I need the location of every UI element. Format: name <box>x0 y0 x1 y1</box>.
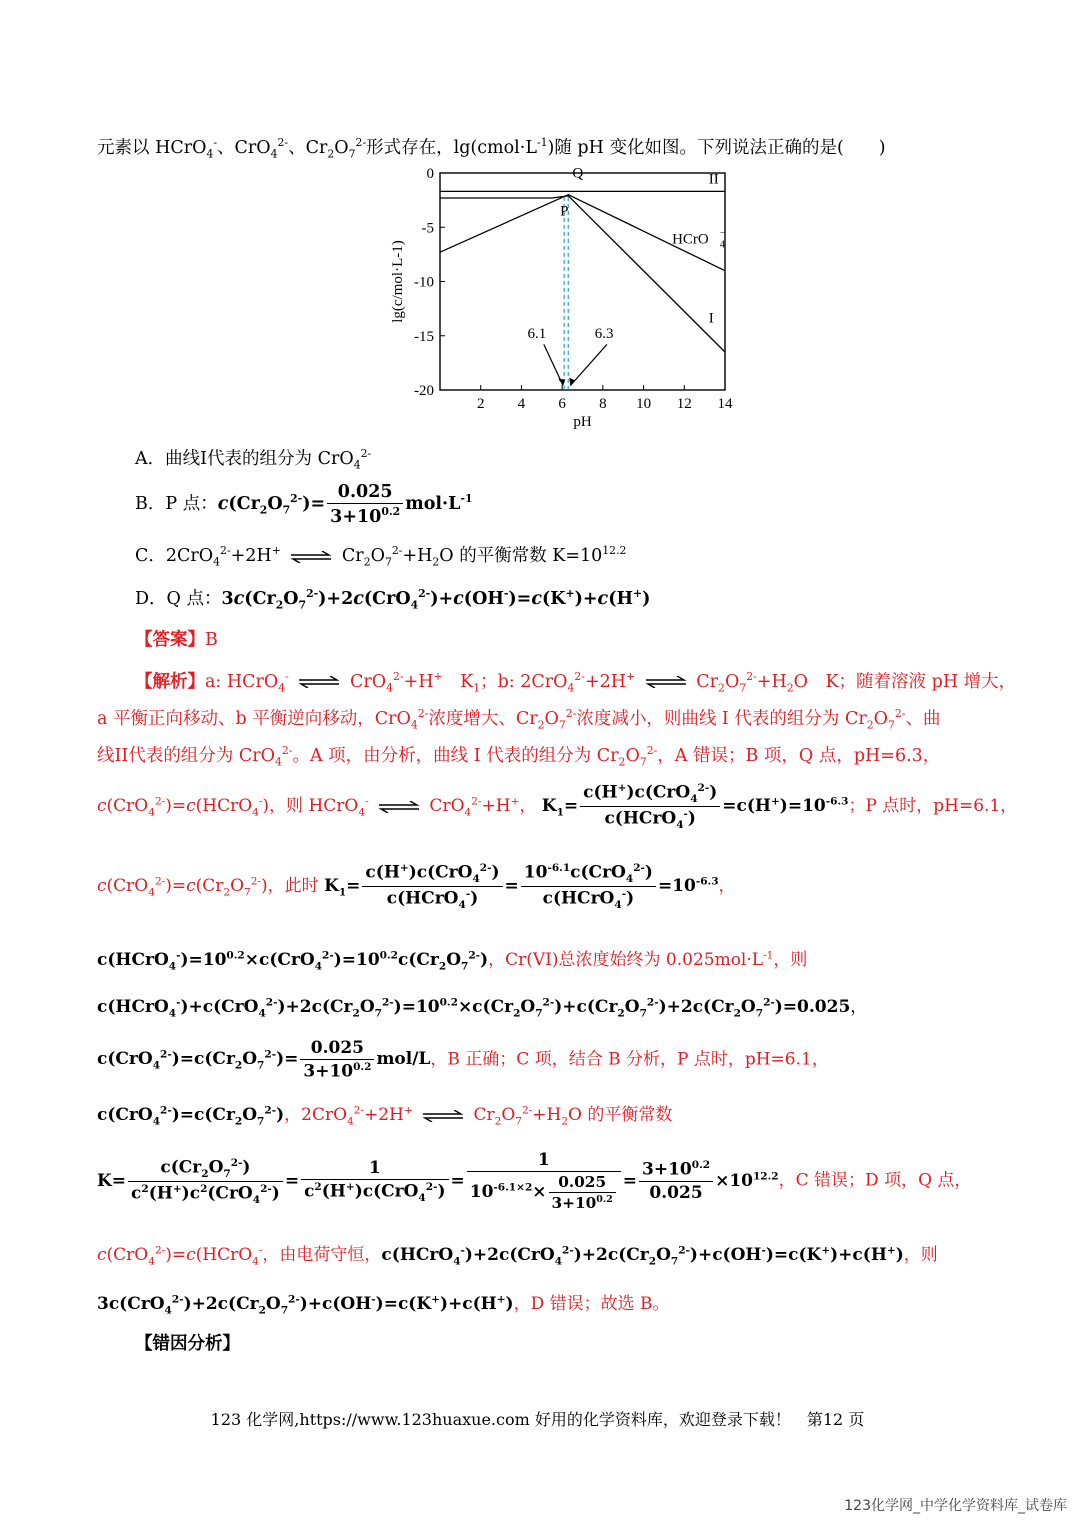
annotation: 6.3 <box>594 325 614 342</box>
option-c: C．2CrO$_4^{2-}$+2H+ $Cr_2O_7^{2-}+H_2O$ 的平衡常数 $K=10^{12.2}$ <box>135 544 627 569</box>
annotation-arrow <box>570 344 607 385</box>
option-b: B．P 点：$c(Cr_2O_7^{2-})=$ $\frac{0.025}{3+10^{0.2}}$ $mol\cdot L^{-1}$ <box>135 482 473 527</box>
option-d: D．Q 点：$3c(Cr_2O_7^{2-})+2c(CrO_4^{2-})+c(OH^-)=c(K^+)+c(H^+)$ <box>135 587 651 612</box>
y-tick-label: -10 <box>414 274 434 291</box>
point-label: P <box>560 203 569 220</box>
series-line <box>440 196 725 352</box>
x-tick-label: 10 <box>636 396 652 412</box>
y-tick-label: -20 <box>414 383 434 399</box>
analysis-line-10: K= $\frac{c(Cr_2O_7^{2-})}{c^2(H^+)c^2(CrO_4^{2-})}$ = $\frac{1}{c^2(H^+)c(CrO_4^{2-})}$ = 1 $10^{-6.1\times 2}\times$ $\frac{0.025}{3+10^{0.2}}$ = $\frac{3+10^{0.2}}{0.025}$ $\times 10^{12.2}$，C 错误；D 项，Q 点， <box>97 1150 972 1213</box>
answer-value: B <box>205 630 218 650</box>
answer-tag: 【答案】 <box>135 630 205 650</box>
equilibrium-arrow-icon <box>289 551 333 563</box>
arrowhead-icon <box>558 379 565 386</box>
y-axis-label: lg(c/mol·L-1) <box>390 240 406 323</box>
x-tick-label: 2 <box>476 396 485 412</box>
analysis-line-5: $c(CrO_4^{2-})=c(Cr_2O_7^{2-})$，此时 $K_1=$ $\frac{c(H^+)c(CrO_4^{2-})}{c(HCrO_4^-)}$ = $\frac{10^{-6.1}c(CrO_4^{2-})}{c(HCrO_4^-)}$ $=10^{-6.3}$， <box>97 862 736 912</box>
analysis-line-9: $c(CrO_4^{2-})=c(Cr_2O_7^{2-})$，2CrO$_4^{2-}$+2H+ $Cr_2O_7^{2-}+H_2O$ 的平衡常数 <box>97 1104 673 1128</box>
y-tick-label: -5 <box>421 220 434 237</box>
point-label: Q <box>572 165 584 182</box>
y-tick-label: 0 <box>426 166 434 182</box>
x-tick-label: 8 <box>599 396 607 412</box>
x-tick-label: 12 <box>676 396 692 412</box>
answer-line <box>135 627 218 653</box>
x-tick-label: 14 <box>717 396 733 412</box>
analysis-line-1: 【解析】a: HCrO$_4$- CrO$_4^{2-}$+H+ $K_1$；b: 2CrO$_4^{2-}$+2H+ $Cr_2O_7^{2-}+H_2O$ K；随着溶液 pH 增大， <box>135 670 1017 695</box>
analysis-line-4: c(CrO$_4^{2-}$)=c(HCrO$_4$-)，则 HCrO$_4$- CrO$_4^{2-}$+H+， $K_1=$ $\frac{c(H^+)c(CrO_4^{2-})}{c(HCrO_4^-)}$ $=c(H^+)=10^{-6.3}$；P 点时，pH=6.1， <box>97 782 1018 832</box>
equilibrium-arrow-icon <box>297 676 341 688</box>
option-a: A．曲线I代表的组分为 CrO$_4^{2-}$ <box>135 447 372 472</box>
x-tick-label: 4 <box>517 396 526 412</box>
page-footer: 123 化学网,https://www.123huaxue.com 好用的化学资料库，欢迎登录下载！ 第12 页 <box>210 1410 865 1429</box>
series-label: II <box>708 171 719 188</box>
equilibrium-arrow-icon <box>644 676 688 688</box>
analysis-line-7: $c(HCrO_4^-)+c(CrO_4^{2-})+2c(Cr_2O_7^{2-})=10^{0.2}\times c(Cr_2O_7^{2-})+c(Cr_2O_7^{2-})+2c(Cr_2O_7^{2-})=0.025$， <box>97 996 868 1020</box>
watermark: 123化学网_中学化学资料库_试卷库 <box>844 1498 1067 1514</box>
equilibrium-arrow-icon <box>377 801 421 813</box>
x-axis-label: pH <box>573 414 592 430</box>
chart-svg <box>380 165 740 435</box>
annotation: 6.1 <box>527 325 547 342</box>
series-label-sup: − <box>719 227 726 239</box>
analysis-line-3: 线II代表的组分为 CrO$_4^{2-}$。A 项，由分析，曲线 I 代表的组分为 $Cr_2O_7^{2-}$，A 错误；B 项，Q 点，pH=6.3， <box>97 744 941 769</box>
series-label-sub: 4 <box>719 239 725 251</box>
y-tick-label: -15 <box>414 328 434 345</box>
analysis-line-12: $3c(CrO_4^{2-})+2c(Cr_2O_7^{2-})+c(OH^-)=c(K^+)+c(H^+)$，D 错误；故选 B。 <box>97 1293 670 1317</box>
plot-frame <box>440 173 725 390</box>
analysis-line-11: c(CrO$_4^{2-}$)=c(HCrO$_4$-，由电荷守恒，$c(HCrO_4^-)+2c(CrO_4^{2-})+2c(Cr_2O_7^{2-})+c(OH^-)=c(K^+)+c(H^+)$，则 <box>97 1244 938 1268</box>
equilibrium-arrow-icon <box>421 1110 465 1122</box>
chart <box>380 165 740 435</box>
series-label: I <box>708 310 714 327</box>
series-label: HCrO <box>672 231 709 248</box>
error-analysis-tag: 【错因分析】 <box>135 1334 240 1354</box>
x-tick-label: 6 <box>558 396 566 412</box>
analysis-line-8: $c(CrO_4^{2-})=c(Cr_2O_7^{2-})=$ $\frac{0.025}{3+10^{0.2}}$ mol/L，B 正确；C 项，结合 B 分析，P 点时，pH=6.1， <box>97 1038 829 1082</box>
question-intro: 元素以 HCrO$_4$-、CrO$_4^{2-}$、$Cr_2O_7^{2-}$形式存在，$\lg(cmol\cdot L^{-1})$随 pH 变化如图。下列说法正确的是( ) <box>97 136 886 161</box>
analysis-line-6: $c(HCrO_4^-)=10^{0.2}\times c(CrO_4^{2-})=10^{0.2}c(Cr_2O_7^{2-})$，Cr(VI)总浓度始终为 $0.025mol\cdot L^{-1}$，则 <box>97 949 808 973</box>
analysis-line-2: a 平衡正向移动、b 平衡逆向移动，CrO$_4^{2-}$浓度增大、$Cr_2O_7^{2-}$浓度减小，则曲线 I 代表的组分为 $Cr_2O_7^{2-}$、曲 <box>97 707 941 732</box>
